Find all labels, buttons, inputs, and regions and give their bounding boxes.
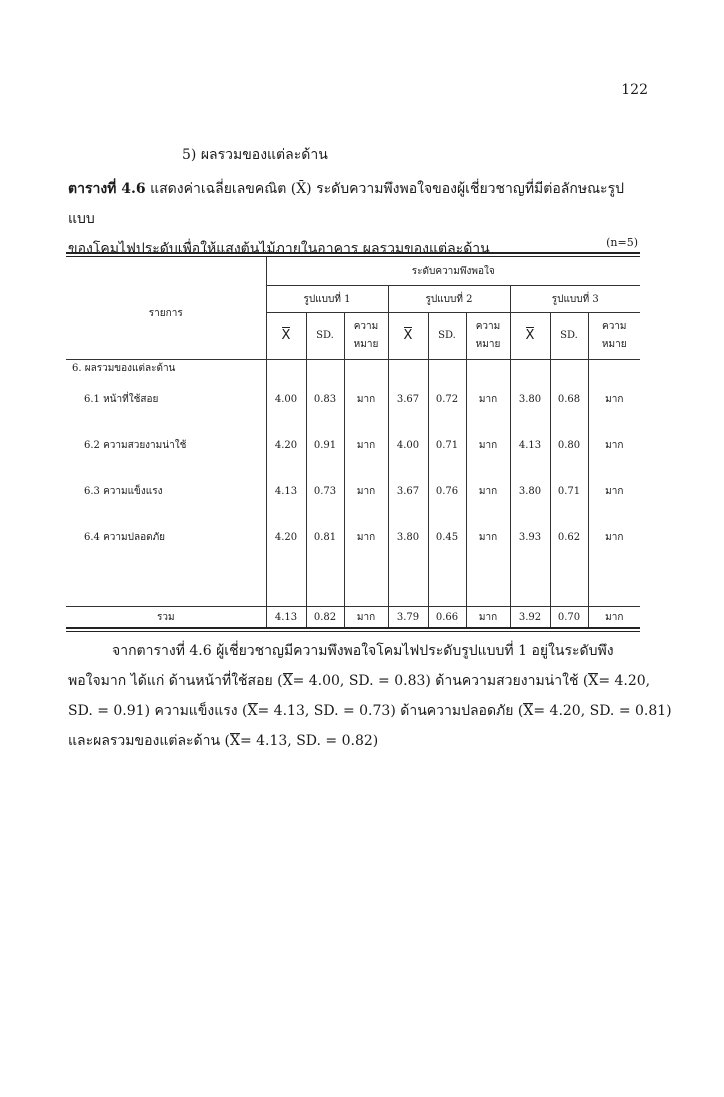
paragraph-line-4: และผลรวมของแต่ละด้าน (X= 4.13, SD. = 0.82): [68, 733, 379, 749]
satisfaction-table: [66, 252, 640, 632]
cell: 4.13: [510, 422, 550, 468]
cell: 4.00: [388, 422, 428, 468]
header-mean-2: X: [388, 313, 428, 360]
header-meaning-2: ความ หมาย: [466, 313, 510, 360]
table-row: [66, 468, 640, 514]
header-group-2: รูปแบบที่ 2: [388, 286, 510, 313]
cell: 0.45: [428, 514, 466, 560]
cell: 0.71: [428, 422, 466, 468]
cell: มาก: [466, 422, 510, 468]
cell: 3.80: [510, 376, 550, 422]
cell: มาก: [588, 607, 640, 628]
row-label: 6.3 ความแข็งแรง: [84, 485, 163, 497]
row-label: 6.2 ความสวยงามน่าใช้: [84, 439, 187, 451]
cell: 0.70: [550, 607, 588, 628]
caption-line-1: [68, 174, 638, 234]
cell: 0.71: [550, 468, 588, 514]
cell: 4.13: [266, 607, 306, 628]
header-meaning-1: ความ หมาย: [344, 313, 388, 360]
cell: 4.20: [266, 514, 306, 560]
header-mean-3: X: [510, 313, 550, 360]
cell: มาก: [344, 376, 388, 422]
header-satisfaction-level: ระดับความพึงพอใจ: [266, 257, 640, 286]
cell: 0.66: [428, 607, 466, 628]
caption-text: แสดงค่าเฉลี่ยเลขคณิต (X̄) ระดับความพึงพอใจของผู้เชี่ยวชาญที่มีต่อลักษณะรูปแบบ: [68, 181, 624, 227]
page-number: 122: [621, 82, 648, 98]
cell: 0.72: [428, 376, 466, 422]
header-group-3: รูปแบบที่ 3: [510, 286, 640, 313]
table-bottom-rule: [66, 627, 640, 632]
cell: 3.67: [388, 468, 428, 514]
paragraph-line-2: พอใจมาก ได้แก่ ด้านหน้าที่ใช้สอย (X= 4.00, SD. = 0.83) ด้านความสวยงามน่าใช้ (X= 4.20,: [68, 673, 651, 689]
paragraph-line-1: จากตารางที่ 4.6 ผู้เชี่ยวชาญมีความพึงพอใจโคมไฟประดับรูปแบบที่ 1 อยู่ในระดับพึง: [112, 643, 614, 659]
cell: มาก: [588, 468, 640, 514]
cell: 4.13: [266, 468, 306, 514]
cell: มาก: [588, 514, 640, 560]
total-label: รวม: [156, 611, 175, 623]
sample-size-note: (n=5): [606, 236, 638, 249]
header-sd-3: SD.: [550, 313, 588, 360]
cell: 3.93: [510, 514, 550, 560]
cell: 3.92: [510, 607, 550, 628]
cell: มาก: [466, 514, 510, 560]
body-paragraph: [68, 636, 672, 756]
cell: มาก: [344, 422, 388, 468]
cell: มาก: [466, 376, 510, 422]
cell: มาก: [344, 607, 388, 628]
row-label: 6.4 ความปลอดภัย: [84, 531, 166, 543]
group-row-label: 6. ผลรวมของแต่ละด้าน: [72, 362, 176, 374]
cell: 0.76: [428, 468, 466, 514]
cell: มาก: [466, 607, 510, 628]
table-row: [66, 422, 640, 468]
cell: 4.00: [266, 376, 306, 422]
header-mean-1: X: [266, 313, 306, 360]
cell: 0.68: [550, 376, 588, 422]
caption-line-2: ของโคมไฟประดับเพื่อให้แสงต้นไม้ภายในอาคาร ผลรวมของแต่ละด้าน: [68, 241, 490, 257]
row-label: 6.1 หน้าที่ใช้สอย: [84, 393, 159, 405]
cell: 0.83: [306, 376, 344, 422]
cell: 3.80: [388, 514, 428, 560]
cell: 0.80: [550, 422, 588, 468]
cell: 3.79: [388, 607, 428, 628]
cell: 0.91: [306, 422, 344, 468]
section-heading: 5) ผลรวมของแต่ละด้าน: [182, 147, 328, 163]
table-caption: [68, 174, 638, 264]
total-row: [66, 607, 640, 628]
cell: มาก: [588, 422, 640, 468]
cell: 0.73: [306, 468, 344, 514]
header-meaning-3: ความ หมาย: [588, 313, 640, 360]
cell: 3.80: [510, 468, 550, 514]
header-sd-2: SD.: [428, 313, 466, 360]
cell: มาก: [588, 376, 640, 422]
caption-label: ตารางที่ 4.6: [68, 181, 146, 197]
cell: 4.20: [266, 422, 306, 468]
cell: มาก: [344, 514, 388, 560]
cell: มาก: [466, 468, 510, 514]
paragraph-line-3: SD. = 0.91) ความแข็งแรง (X= 4.13, SD. = 0.73) ด้านความปลอดภัย (X= 4.20, SD. = 0.81): [68, 703, 672, 719]
cell: 0.81: [306, 514, 344, 560]
header-group-1: รูปแบบที่ 1: [266, 286, 388, 313]
header-item: รายการ: [148, 307, 183, 319]
cell: 0.82: [306, 607, 344, 628]
header-sd-1: SD.: [306, 313, 344, 360]
cell: 3.67: [388, 376, 428, 422]
table-row: [66, 514, 640, 560]
table-row: [66, 376, 640, 422]
cell: 0.62: [550, 514, 588, 560]
cell: มาก: [344, 468, 388, 514]
